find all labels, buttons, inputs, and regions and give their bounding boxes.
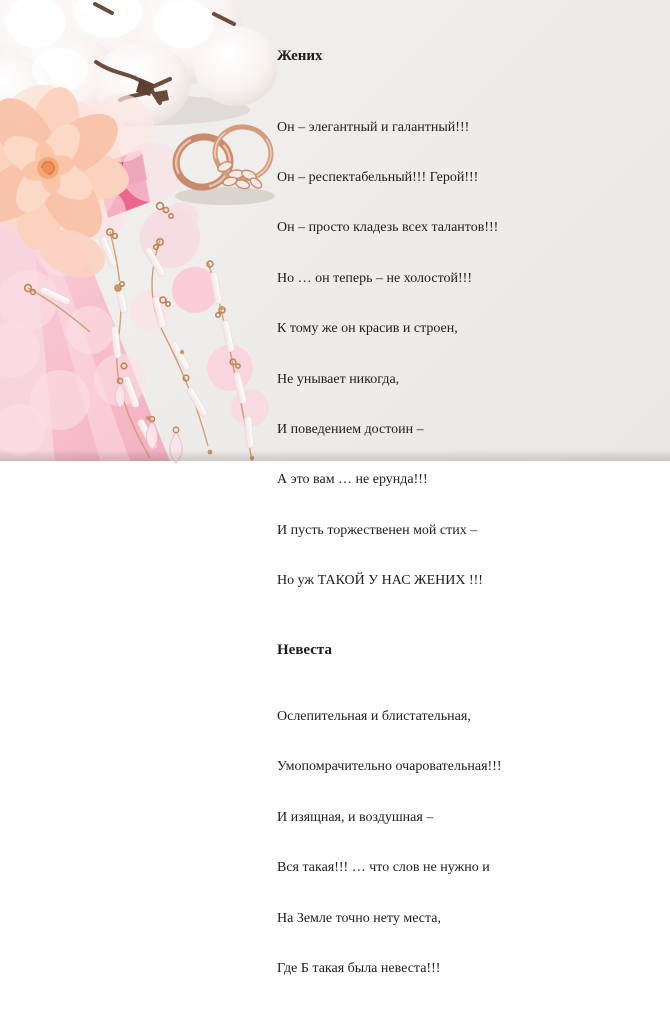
poem-line: Но … он теперь – не холостой!!!: [277, 271, 657, 288]
greeting-card: [0, 0, 670, 461]
poem-line: Умопомрачительно очаровательная!!!: [277, 759, 657, 776]
poem-line: К тому же он красив и строен,: [277, 321, 657, 338]
poem-line: Ослепительная и блистательная,: [277, 709, 657, 726]
rings-shadow: [175, 187, 275, 205]
bride-heading: Невеста: [277, 642, 657, 659]
poem-line: Он – элегантный и галантный!!!: [277, 120, 657, 137]
poem-line: Но уж ТАКОЙ У НАС ЖЕНИХ !!!: [277, 573, 657, 590]
poem-line: И изящная, и воздушная –: [277, 810, 657, 827]
bride-stanza: [277, 676, 657, 1011]
poem-line: И пусть торжественен мой стих –: [277, 523, 657, 540]
poem-line: Вся такая!!! … что слов не нужно и: [277, 860, 657, 877]
groom-heading: Жених: [277, 48, 657, 65]
poem-text-column: [277, 48, 657, 1011]
poem-line: Он – респектабельный!!! Герой!!!: [277, 170, 657, 187]
poem-line: На Земле точно нету места,: [277, 911, 657, 928]
wedding-rings-decoration: [171, 123, 275, 205]
poem-line: Он – просто кладезь всех талантов!!!: [277, 220, 657, 237]
poem-line: А это вам … не ерунда!!!: [277, 472, 657, 489]
poem-line: Где Б такая была невеста!!!: [277, 961, 657, 978]
groom-stanza: [277, 86, 657, 624]
poem-line: И поведением достоин –: [277, 422, 657, 439]
poem-line: Не унывает никогда,: [277, 372, 657, 389]
